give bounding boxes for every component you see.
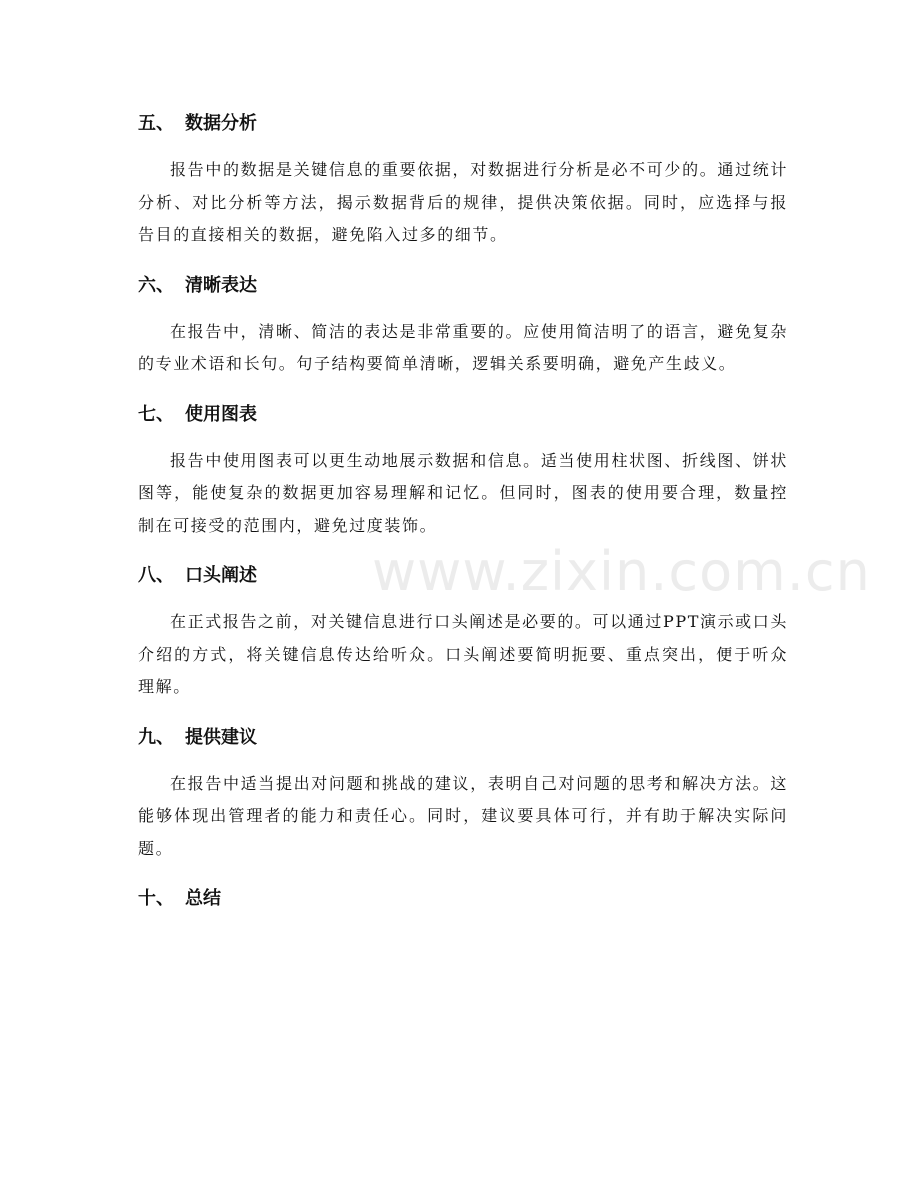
watermark-text: www.zixin.com.cn: [372, 540, 871, 603]
section-7: [138, 393, 788, 555]
section-heading: [138, 716, 788, 756]
section-9: [138, 716, 788, 878]
section-number: 十、: [138, 888, 174, 909]
section-paragraph: 在报告中，清晰、简洁的表达是非常重要的。应使用简洁明了的语言，避免复杂的专业术语和长句。句子结构要简单清晰，逻辑关系要明确，避免产生歧义。: [138, 321, 788, 373]
section-title: 总结: [185, 888, 221, 909]
section-heading: [138, 877, 788, 917]
section-title: 使用图表: [185, 403, 257, 425]
section-number: 六、: [138, 274, 174, 296]
section-number: 八、: [138, 565, 174, 586]
section-number: 七、: [138, 403, 174, 425]
section-paragraph: 在报告中适当提出对问题和挑战的建议，表明自己对问题的思考和解决方法。这能够体现出管理者的能力和责任心。同时，建议要具体可行，并有助于解决实际问题。: [138, 773, 788, 858]
section-heading: [138, 102, 788, 142]
section-heading: [138, 393, 788, 433]
section-title: 清晰表达: [185, 274, 257, 296]
section-10: [138, 877, 788, 917]
document-content: [138, 102, 788, 917]
section-heading: [138, 554, 788, 594]
section-6: [138, 264, 788, 393]
section-title: 提供建议: [185, 726, 257, 748]
section-title: 数据分析: [185, 113, 257, 134]
section-paragraph: 报告中的数据是关键信息的重要依据，对数据进行分析是必不可少的。通过统计分析、对比分析等方法，揭示数据背后的规律，提供决策依据。同时，应选择与报告目的直接相关的数据，避免陷入过多的细节。: [138, 160, 788, 244]
section-number: 五、: [138, 113, 174, 134]
section-5: [138, 102, 788, 264]
section-heading: [138, 264, 788, 304]
section-8: [138, 554, 788, 716]
section-number: 九、: [138, 726, 174, 748]
section-paragraph: 在正式报告之前，对关键信息进行口头阐述是必要的。可以通过PPT演示或口头介绍的方式，将关键信息传达给听众。口头阐述要简明扼要、重点突出，便于听众理解。: [138, 612, 788, 696]
section-title: 口头阐述: [185, 565, 257, 586]
section-paragraph: 报告中使用图表可以更生动地展示数据和信息。适当使用柱状图、折线图、饼状图等，能使复杂的数据更加容易理解和记忆。但同时，图表的使用要合理，数量控制在可接受的范围内，避免过度装饰。: [138, 450, 788, 535]
